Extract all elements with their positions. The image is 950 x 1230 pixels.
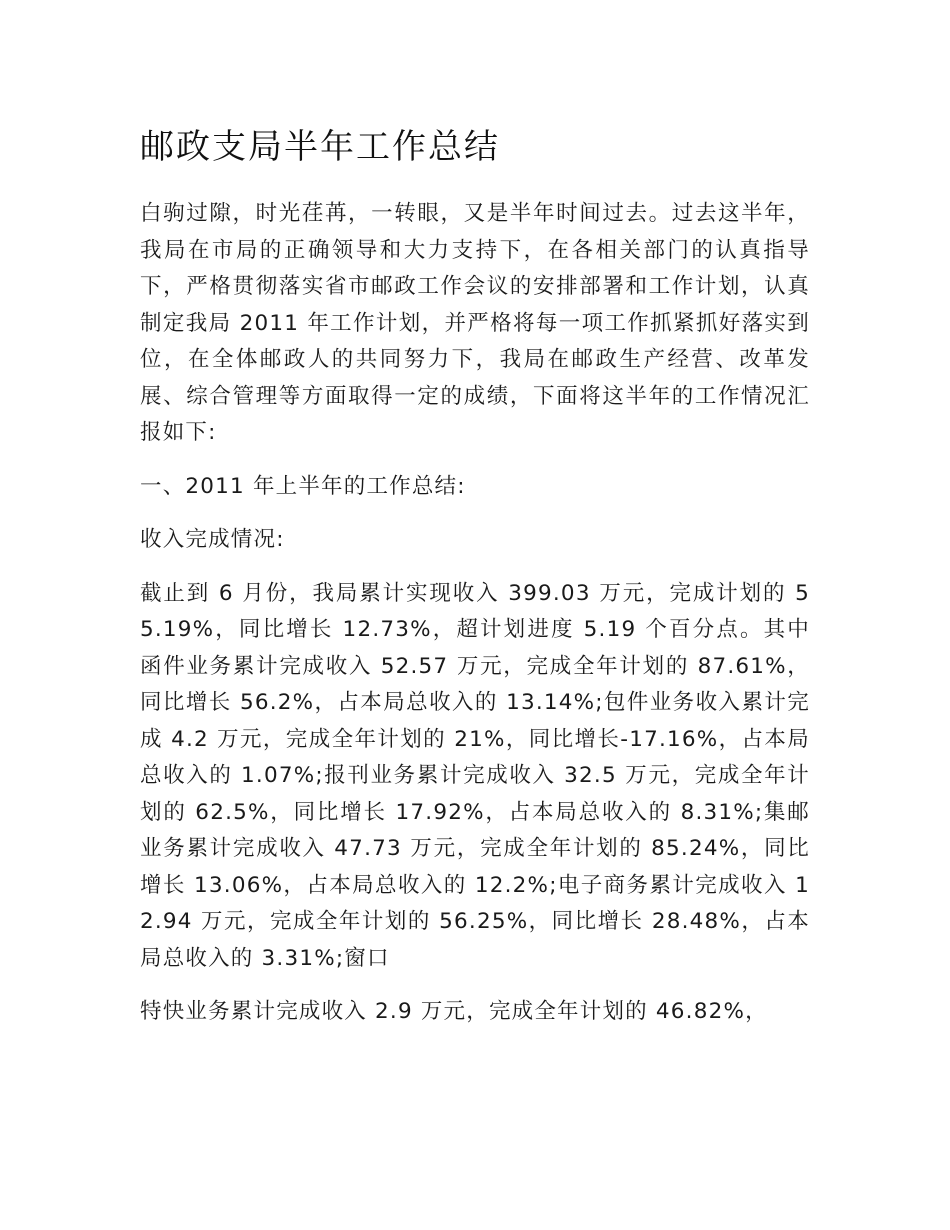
subsection-heading: 收入完成情况: xyxy=(140,527,285,552)
income-paragraph: 截止到 6 月份，我局累计实现收入 399.03 万元，完成计划的 55.19%，同比增长 12.73%，超计划进度 5.19 个百分点。其中函件业务累计完成收入 52.57 万元，完成全年计划的 87.61%，同比增长 56.2%，占本局总收入的 13.14%;包件业务收入累计完成 4.2 万元，完成全年计划的 21%，同比增长-17.16%，占本局总收入的 1.07%;报刊业务累计完成收入 32.5 万元，完成全年计划的 62.5%，同比增长 17.92%，占本局总收入的 8.31%;集邮业务累计完成收入 47.73 万元，完成全年计划的 85.24%，同比增长 13.06%，占本局总收入的 12.2%;电子商务累计完成收入 12.94 万元，完成全年计划的 56.25%，同比增长 28.48%，占本局总收入的 3.31%;窗口 xyxy=(140,580,810,971)
document-title: 邮政支局半年工作总结 xyxy=(140,127,500,167)
intro-paragraph: 白驹过隙，时光荏苒，一转眼，又是半年时间过去。过去这半年，我局在市局的正确领导和大力支持下，在各相关部门的认真指导下，严格贯彻落实省市邮政工作会议的安排部署和工作计划，认真制定我局 2011 年工作计划，并严格将每一项工作抓紧抓好落实到位，在全体邮政人的共同努力下，我局在邮政生产经营、改革发展、综合管理等方面取得一定的成绩，下面将这半年的工作情况汇报如下: xyxy=(140,201,810,445)
express-paragraph: 特快业务累计完成收入 2.9 万元，完成全年计划的 46.82%， xyxy=(140,999,768,1024)
section-heading: 一、2011 年上半年的工作总结: xyxy=(140,473,466,499)
document-body xyxy=(140,120,810,1048)
